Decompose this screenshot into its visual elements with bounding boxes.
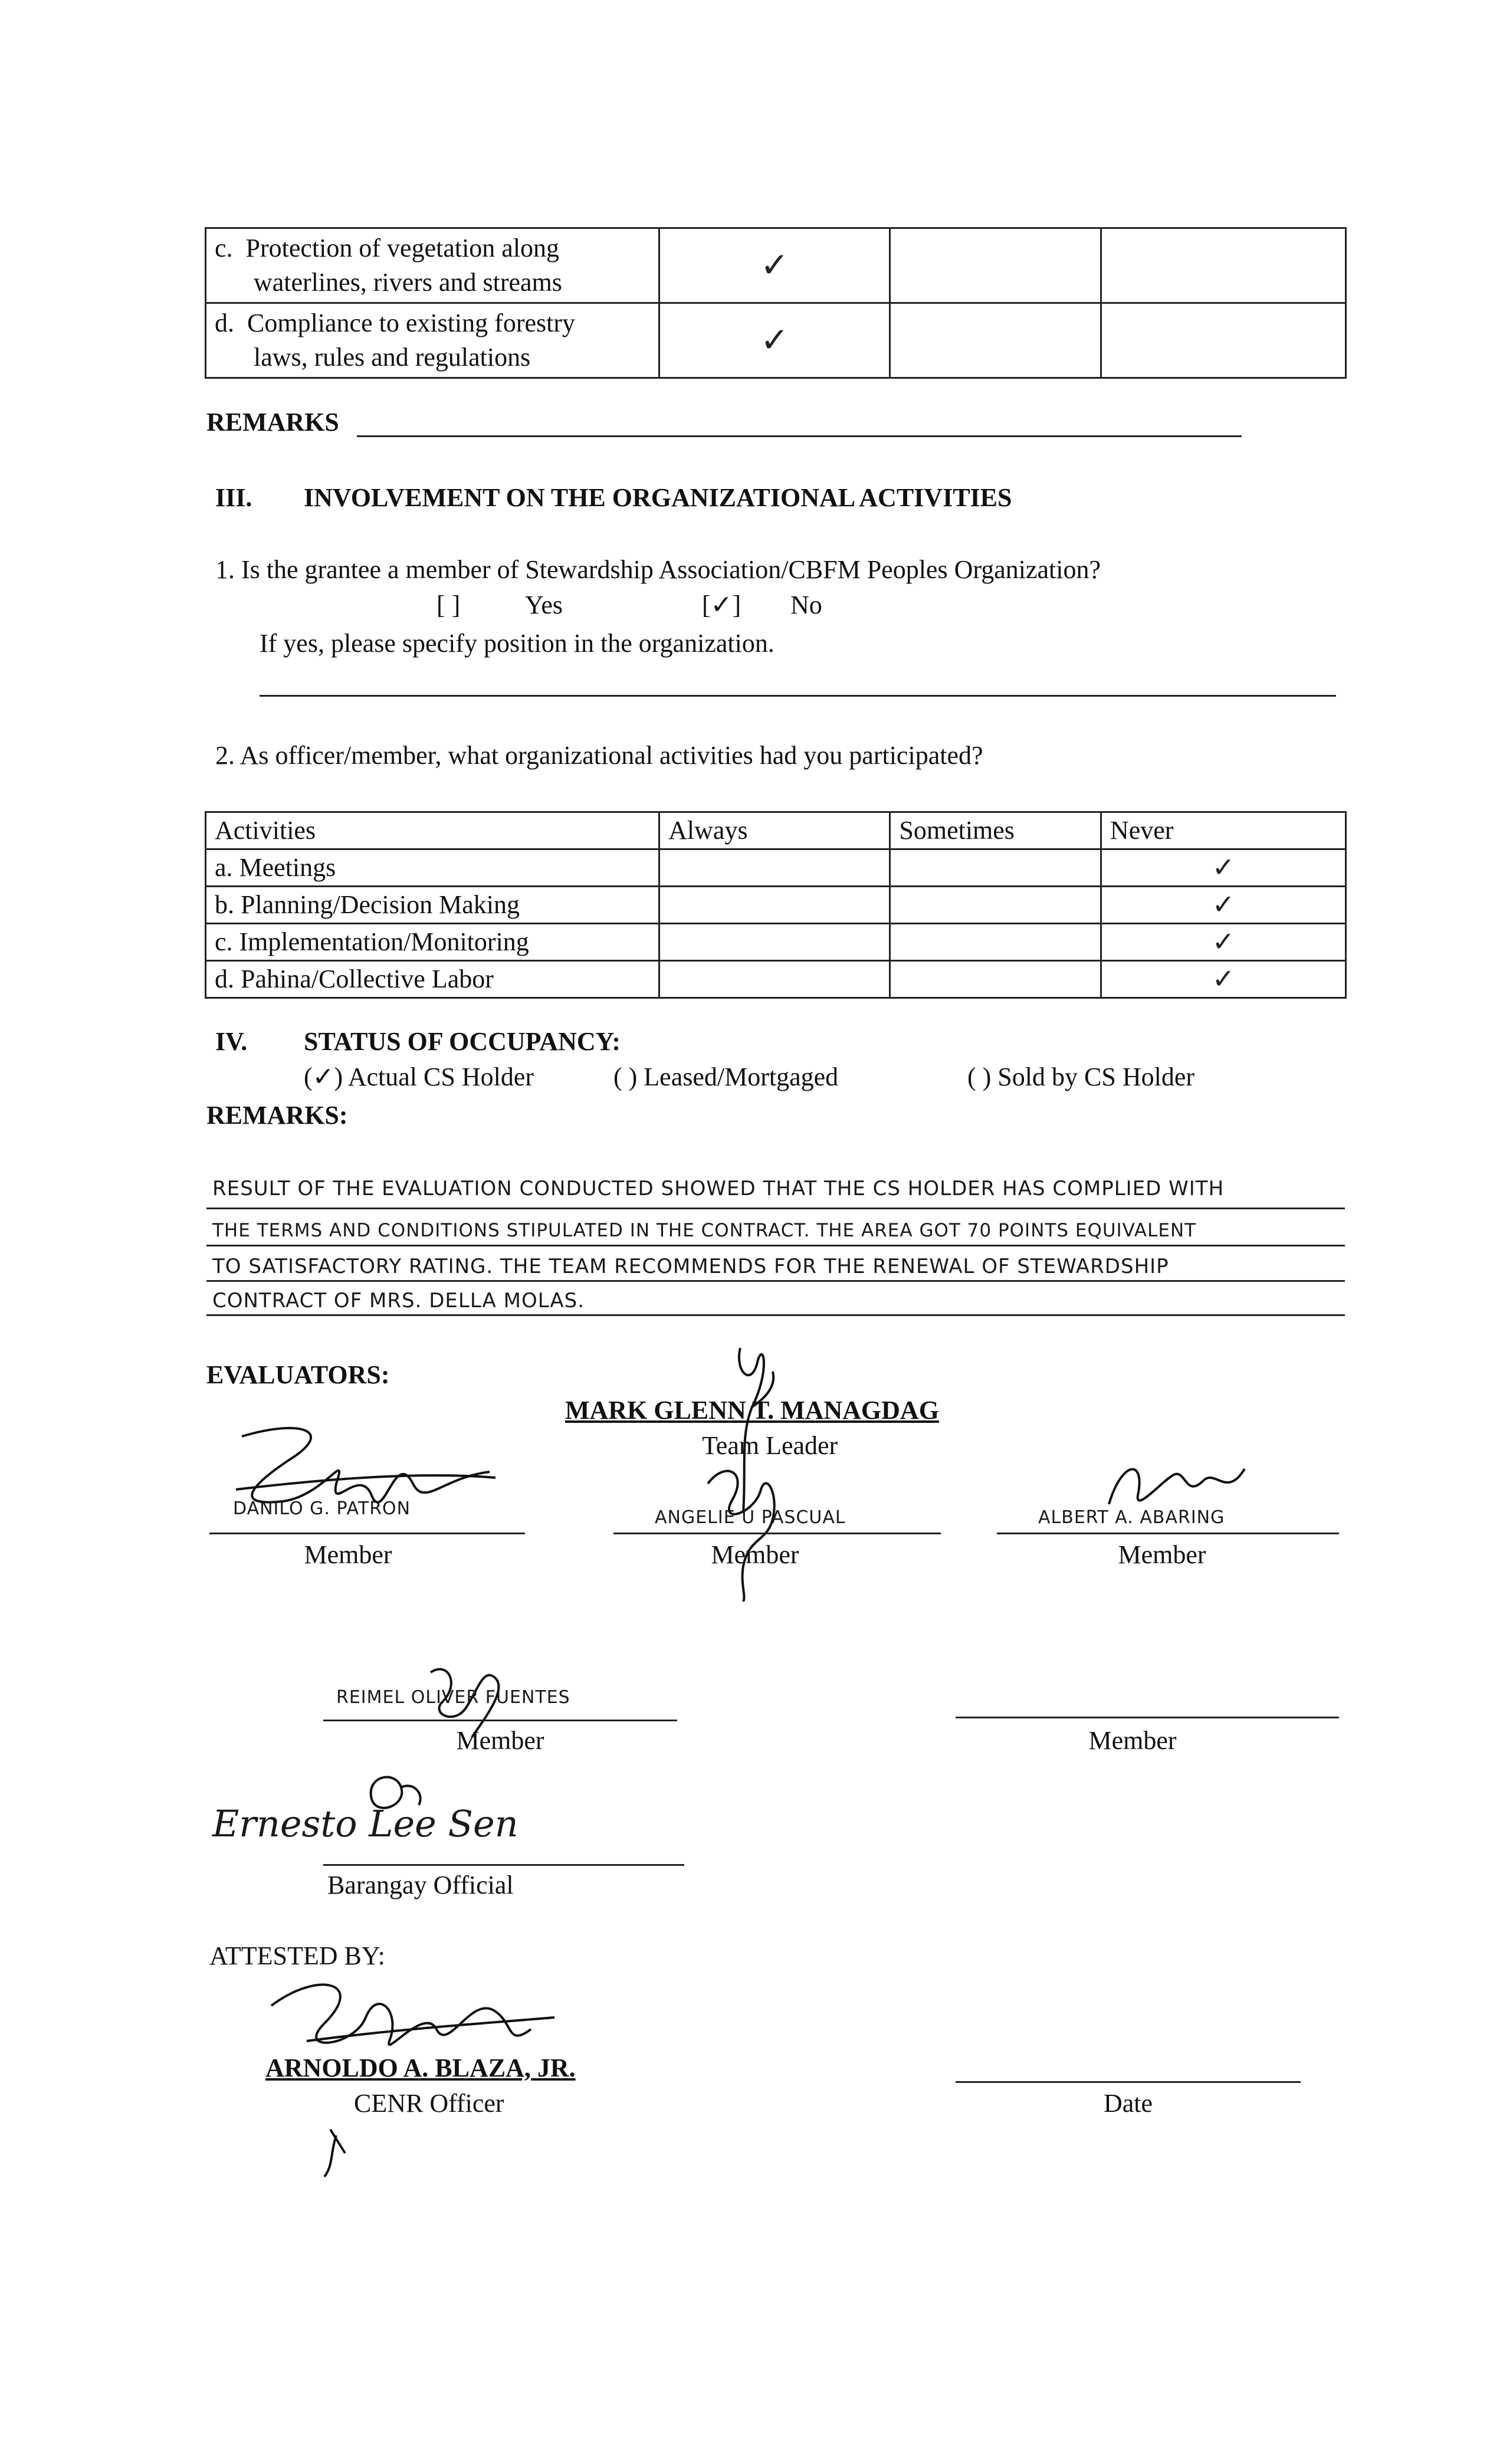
header-sometimes: Sometimes [890,812,1101,849]
cenr-officer-name: ARNOLDO A. BLAZA, JR. [265,2053,576,2082]
activity-label: d. Pahina/Collective Labor [206,961,659,998]
remarks-rule [206,1208,1345,1209]
table-row [206,961,1346,998]
never-check: ✓ [1101,849,1345,887]
member-5-role: Member [1088,1726,1177,1755]
section-number: III. [215,483,252,512]
empty-cell [1101,303,1345,378]
no-checkbox: [✓] [702,590,741,619]
team-leader-role: Team Leader [702,1431,838,1460]
signature-line [209,1533,525,1534]
occupancy-option-leased: ( ) Leased/Mortgaged [613,1062,839,1091]
never-check: ✓ [1101,961,1345,998]
check-mark: ✓ [659,228,890,303]
section-title: INVOLVEMENT ON THE ORGANIZATIONAL ACTIVITIES [304,483,1012,512]
row-letter: c. [215,234,233,263]
yes-checkbox: [ ] [437,590,461,619]
empty-cell [890,887,1101,924]
member-1-name: DANILO G. PATRON [233,1498,411,1519]
signature-line [997,1533,1339,1534]
member-3-name: ALBERT A. ABARING [1038,1507,1225,1528]
remarks-rule [206,1280,1345,1282]
member-4-name: REIMEL OLIVER FUENTES [336,1687,570,1708]
remarks-rule [206,1245,1345,1246]
empty-cell [1101,228,1345,303]
question-1: 1. Is the grantee a member of Stewardship Association/CBFM Peoples Organization? [215,555,1101,584]
empty-cell [890,303,1101,378]
question-2: 2. As officer/member, what organizational activities had you participated? [215,741,983,770]
remarks-rule [206,1314,1345,1316]
no-label: No [790,590,822,619]
row-text-line1: Protection of vegetation along [245,234,560,263]
signature-line [613,1533,941,1534]
attested-label: ATTESTED BY: [209,1941,385,1970]
row-text-line2: laws, rules and regulations [254,343,531,372]
table-row [206,228,1346,303]
header-never: Never [1101,812,1345,849]
header-always: Always [659,812,890,849]
date-label: Date [1103,2089,1153,2118]
signature-line [323,1864,684,1866]
header-activities: Activities [206,812,659,849]
section-title: STATUS OF OCCUPANCY: [304,1027,621,1056]
empty-cell [659,961,890,998]
remarks-line-3: TO SATISFACTORY RATING. THE TEAM RECOMMENDS FOR THE RENEWAL OF STEWARDSHIP [212,1255,1169,1278]
barangay-official-role: Barangay Official [327,1871,514,1899]
occupancy-option-sold: ( ) Sold by CS Holder [967,1062,1194,1091]
row-letter: d. [215,309,234,337]
table-header-row [206,812,1346,849]
top-criteria-table [205,227,1347,379]
position-line [260,695,1336,697]
member-4-role: Member [456,1726,544,1755]
remarks-line-4: CONTRACT OF MRS. DELLA MOLAS. [212,1289,585,1313]
activities-table [205,811,1347,999]
member-1-role: Member [304,1540,392,1569]
empty-cell [659,887,890,924]
remarks-line-2: THE TERMS AND CONDITIONS STIPULATED IN THE CONTRACT. THE AREA GOT 70 POINTS EQUIVALENT [212,1220,1197,1241]
empty-cell [659,849,890,887]
yes-label: Yes [525,590,563,619]
table-row [206,924,1346,961]
if-yes-text: If yes, please specify position in the organization. [260,629,774,658]
barangay-official-signature: Ernesto Lee Sen [212,1802,518,1845]
check-mark: ✓ [659,303,890,378]
activity-label: a. Meetings [206,849,659,887]
remarks-line [357,435,1242,437]
signature-line [323,1720,677,1721]
signature-line [956,1717,1339,1718]
criteria-cell [206,303,659,378]
evaluators-label: EVALUATORS: [206,1360,390,1389]
empty-cell [890,228,1101,303]
member-2-role: Member [711,1540,799,1569]
member-2-name: ANGELIE U PASCUAL [655,1507,846,1528]
table-row [206,887,1346,924]
table-row [206,303,1346,378]
occupancy-option-actual: (✓) Actual CS Holder [304,1062,534,1091]
criteria-cell [206,228,659,303]
section-number: IV. [215,1027,248,1056]
remarks-line-1: RESULT OF THE EVALUATION CONDUCTED SHOWED THAT THE CS HOLDER HAS COMPLIED WITH [212,1177,1225,1200]
empty-cell [890,924,1101,961]
remarks-label: REMARKS [206,408,339,437]
empty-cell [890,849,1101,887]
never-check: ✓ [1101,924,1345,961]
remarks-label: REMARKS: [206,1101,348,1130]
cenr-officer-role: CENR Officer [354,2089,504,2118]
empty-cell [659,924,890,961]
activity-label: c. Implementation/Monitoring [206,924,659,961]
row-text-line1: Compliance to existing forestry [247,309,575,337]
never-check: ✓ [1101,887,1345,924]
member-3-role: Member [1118,1540,1206,1569]
team-leader-name: MARK GLENN T. MANAGDAG [565,1396,939,1425]
activity-label: b. Planning/Decision Making [206,887,659,924]
table-row [206,849,1346,887]
empty-cell [890,961,1101,998]
row-text-line2: waterlines, rivers and streams [254,268,562,297]
date-line [956,2081,1301,2083]
